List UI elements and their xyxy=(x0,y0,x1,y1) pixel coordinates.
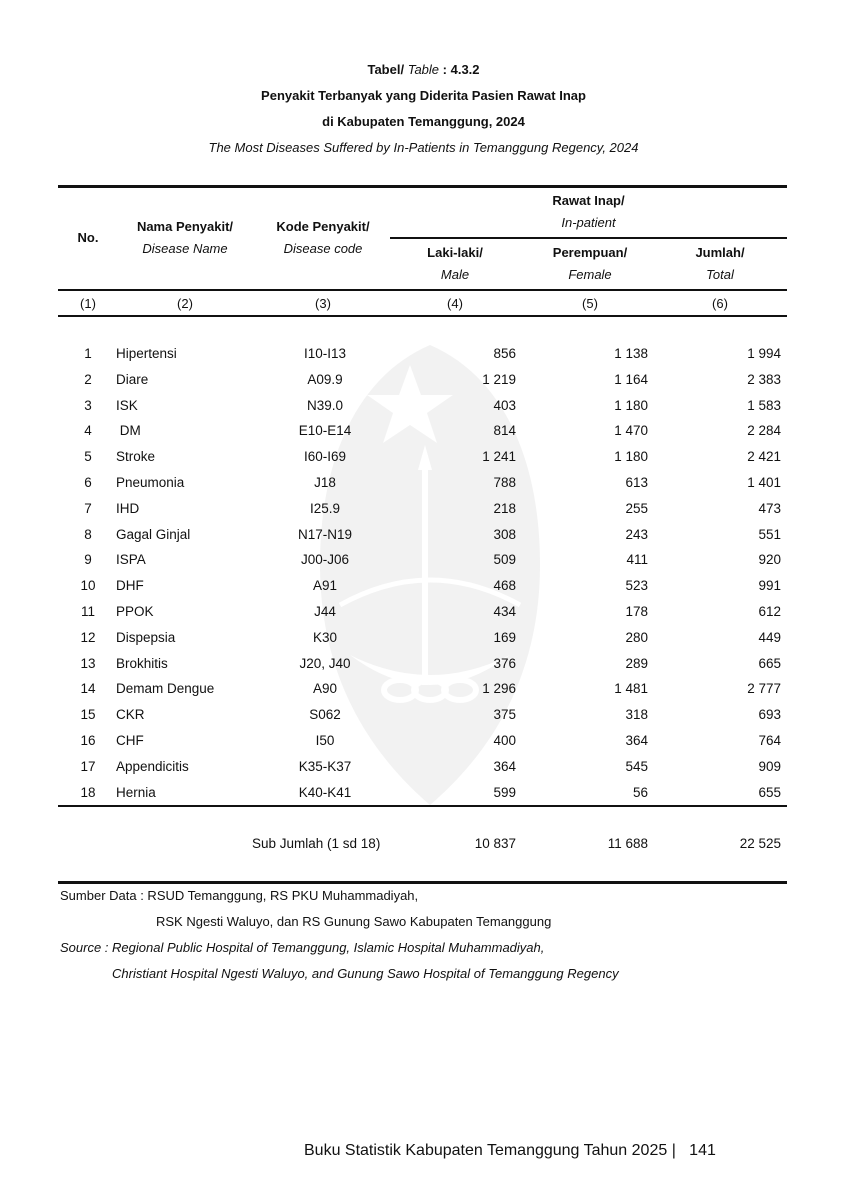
row-male: 1 296 xyxy=(482,681,516,697)
row-male: 509 xyxy=(493,552,516,568)
source-id-line2: RSK Ngesti Waluyo, dan RS Gunung Sawo Kabupaten Temanggung xyxy=(156,914,552,929)
header-disease-name: Nama Penyakit/ Disease Name xyxy=(136,219,234,256)
table-title-id-line1: Penyakit Terbanyak yang Diderita Pasien Rawat Inap xyxy=(261,88,586,103)
row-disease-name: Demam Dengue xyxy=(116,681,215,697)
table-title-en: The Most Diseases Suffered by In-Patients in Temanggung Regency, 2024 xyxy=(208,140,639,155)
row-female: 411 xyxy=(626,552,648,568)
row-male: 403 xyxy=(493,397,516,413)
row-male: 1 219 xyxy=(482,371,516,387)
row-no: 11 xyxy=(80,604,95,619)
row-no: 16 xyxy=(80,733,96,748)
source-id-line1: Sumber Data : RSUD Temanggung, RS PKU Muhammadiyah, xyxy=(60,888,419,903)
row-no: 15 xyxy=(80,707,96,723)
source-en-line1: Source : Regional Public Hospital of Temanggung, Islamic Hospital Muhammadiyah, xyxy=(60,940,545,955)
row-total: 693 xyxy=(758,707,781,723)
row-female: 1 180 xyxy=(614,397,648,413)
row-no: 18 xyxy=(80,784,96,800)
row-total: 612 xyxy=(758,604,781,619)
row-male: 1 241 xyxy=(482,449,516,465)
row-disease-name: PPOK xyxy=(116,604,154,619)
source-en-line2: Christiant Hospital Ngesti Waluyo, and Gunung Sawo Hospital of Temanggung Regency xyxy=(112,966,619,981)
row-disease-name: IHD xyxy=(116,500,140,516)
row-total: 1 583 xyxy=(747,397,781,413)
row-female: 364 xyxy=(625,733,648,748)
row-female: 545 xyxy=(625,758,648,774)
row-male: 376 xyxy=(493,655,516,671)
row-total: 665 xyxy=(758,655,781,671)
row-female: 318 xyxy=(625,707,648,723)
row-total: 1 401 xyxy=(747,475,781,490)
row-no: 5 xyxy=(84,449,92,465)
row-disease-code: I10-I13 xyxy=(303,346,347,361)
row-disease-code: K35-K37 xyxy=(298,758,352,774)
row-disease-name: Diare xyxy=(116,371,149,387)
colnum-4: (4) xyxy=(447,296,463,311)
row-female: 1 470 xyxy=(614,423,648,439)
header-bottom-rule xyxy=(58,289,787,291)
row-no: 17 xyxy=(80,758,96,774)
colnum-3: (3) xyxy=(315,296,331,311)
row-total: 551 xyxy=(758,526,781,542)
row-no: 1 xyxy=(84,346,92,361)
row-disease-name: ISPA xyxy=(116,552,146,568)
row-disease-name: CKR xyxy=(116,707,145,723)
colnum-6: (6) xyxy=(712,296,728,311)
row-no: 3 xyxy=(84,397,92,413)
row-female: 56 xyxy=(632,784,648,800)
row-disease-name: Hernia xyxy=(116,784,156,800)
row-male: 856 xyxy=(493,346,516,361)
row-disease-name: DM xyxy=(116,423,141,439)
row-no: 2 xyxy=(84,371,92,387)
row-no: 8 xyxy=(84,526,92,542)
row-male: 308 xyxy=(493,526,516,542)
row-male: 434 xyxy=(493,604,516,619)
row-female: 243 xyxy=(625,526,648,542)
row-disease-code: A91 xyxy=(312,578,338,594)
row-disease-code: J44 xyxy=(314,604,336,619)
row-male: 375 xyxy=(493,707,516,723)
row-male: 400 xyxy=(493,733,516,748)
row-disease-code: N17-N19 xyxy=(297,526,353,542)
colnum-bottom-rule xyxy=(58,315,787,317)
row-no: 12 xyxy=(80,629,96,645)
row-disease-code: A90 xyxy=(312,681,338,697)
row-disease-name: Gagal Ginjal xyxy=(116,526,191,542)
row-total: 909 xyxy=(758,758,781,774)
header-total: Jumlah/ Total xyxy=(695,245,745,282)
row-disease-code: I25.9 xyxy=(309,500,341,516)
row-total: 2 777 xyxy=(747,681,781,697)
header-male: Laki-laki/ Male xyxy=(427,245,483,282)
row-female: 613 xyxy=(625,475,648,490)
row-disease-name: Brokhitis xyxy=(116,655,168,671)
row-female: 1 180 xyxy=(614,449,648,465)
row-no: 6 xyxy=(84,475,92,490)
table-title-id-line2: di Kabupaten Temanggung, 2024 xyxy=(322,114,525,129)
row-male: 218 xyxy=(493,500,516,516)
table-number: Tabel/ Table : 4.3.2 xyxy=(367,62,480,77)
row-disease-code: J00-J06 xyxy=(300,552,350,568)
row-no: 9 xyxy=(84,552,92,568)
row-total: 655 xyxy=(758,784,781,800)
row-female: 289 xyxy=(625,655,648,671)
header-inpatient-group: Rawat Inap/ In-patient xyxy=(552,193,625,230)
row-total: 2 383 xyxy=(747,371,781,387)
row-disease-name: Dispepsia xyxy=(116,629,176,645)
subtotal-label: Sub Jumlah (1 sd 18) xyxy=(252,836,381,851)
row-disease-code: I50 xyxy=(315,733,335,748)
row-disease-name: Hipertensi xyxy=(116,346,177,361)
table-top-rule xyxy=(58,185,787,188)
row-total: 473 xyxy=(758,500,781,516)
subtotal-total: 22 525 xyxy=(739,836,781,851)
row-disease-code: K30 xyxy=(312,629,338,645)
row-female: 1 481 xyxy=(614,681,648,697)
row-total: 991 xyxy=(758,578,781,594)
row-no: 10 xyxy=(80,578,96,594)
row-female: 280 xyxy=(625,629,648,645)
row-disease-code: J18 xyxy=(314,475,336,490)
row-total: 2 284 xyxy=(747,423,781,439)
row-disease-code: A09.9 xyxy=(307,371,343,387)
colnum-1: (1) xyxy=(80,296,96,311)
row-total: 1 994 xyxy=(747,346,781,361)
subtotal-male: 10 837 xyxy=(474,836,516,851)
row-female: 523 xyxy=(625,578,648,594)
row-male: 364 xyxy=(493,758,516,774)
row-male: 468 xyxy=(493,578,516,594)
row-no: 4 xyxy=(84,423,92,439)
subtotal-female: 11 688 xyxy=(607,836,648,851)
row-disease-code: J20, J40 xyxy=(299,655,351,671)
row-disease-name: Stroke xyxy=(116,449,156,465)
row-male: 788 xyxy=(493,475,516,490)
row-female: 178 xyxy=(625,604,648,619)
row-disease-name: CHF xyxy=(116,733,144,748)
row-disease-name: Appendicitis xyxy=(116,758,189,774)
row-total: 764 xyxy=(758,733,781,748)
colnum-5: (5) xyxy=(582,296,598,311)
page-footer: Buku Statistik Kabupaten Temanggung Tahun 2025 | 141 xyxy=(304,1142,716,1159)
row-total: 449 xyxy=(758,629,781,645)
body-bottom-rule xyxy=(58,805,787,807)
header-female: Perempuan/ Female xyxy=(552,245,628,282)
row-total: 920 xyxy=(758,552,781,568)
row-no: 7 xyxy=(84,500,92,516)
row-female: 1 138 xyxy=(614,346,648,361)
row-disease-code: I60-I69 xyxy=(303,449,347,465)
header-no: No. xyxy=(77,230,99,245)
table-bottom-rule xyxy=(58,881,787,884)
row-female: 255 xyxy=(625,500,648,516)
row-no: 13 xyxy=(80,655,96,671)
row-male: 599 xyxy=(493,784,516,800)
row-female: 1 164 xyxy=(614,371,648,387)
row-male: 169 xyxy=(493,629,516,645)
row-male: 814 xyxy=(493,423,516,439)
row-total: 2 421 xyxy=(747,449,781,465)
header-disease-code: Kode Penyakit/ Disease code xyxy=(276,219,370,256)
row-disease-name: ISK xyxy=(116,397,138,413)
colnum-2: (2) xyxy=(177,296,193,311)
row-no: 14 xyxy=(80,681,96,697)
group-header-rule xyxy=(390,237,787,239)
row-disease-name: DHF xyxy=(116,578,144,594)
row-disease-code: E10-E14 xyxy=(298,423,352,439)
row-disease-name: Pneumonia xyxy=(116,475,185,490)
row-disease-code: K40-K41 xyxy=(298,784,352,800)
row-disease-code: N39.0 xyxy=(306,397,344,413)
row-disease-code: S062 xyxy=(309,707,341,723)
